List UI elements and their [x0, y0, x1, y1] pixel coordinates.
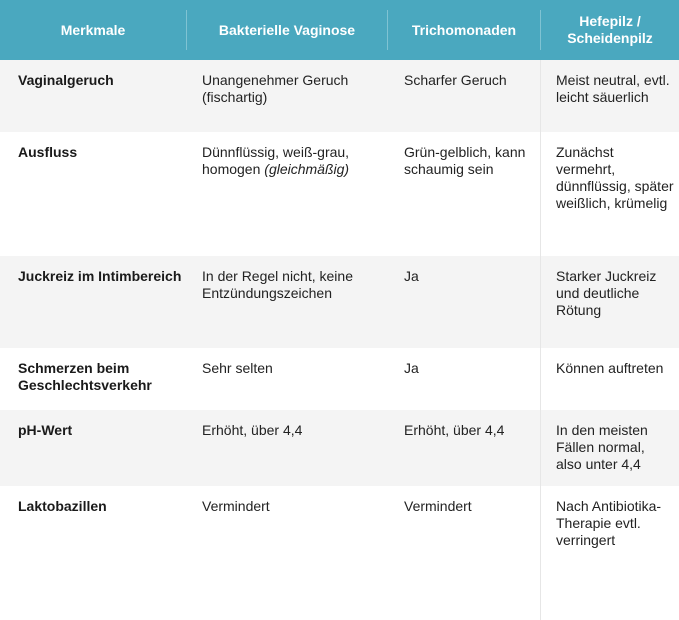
cell-hefepilz: Zunächst vermehrt, dünnflüssig, später weißlich, krümelig: [556, 144, 674, 211]
cell-hefepilz: Meist neutral, evtl. leicht säuerlich: [556, 72, 670, 105]
cell-hefepilz: Starker Juckreiz und deutliche Rötung: [556, 268, 657, 318]
cell-bakterielle-vaginose: In der Regel nicht, keine Entzündungszeichen: [202, 268, 353, 301]
cell-bakterielle-vaginose: Erhöht, über 4,4: [202, 422, 303, 438]
cell-trichomonaden: Scharfer Geruch: [404, 72, 507, 88]
cell-hefepilz: Können auftreten: [556, 360, 664, 376]
column-divider: [540, 60, 541, 620]
cell-bv-italic-note: (gleichmäßig): [264, 161, 350, 177]
table-row: [0, 410, 679, 486]
row-label: Ausfluss: [18, 144, 78, 160]
table-header: [0, 0, 679, 60]
header-hefe-label-line1: Hefepilz /: [579, 13, 641, 29]
row-label: pH-Wert: [18, 422, 73, 438]
table-row: [0, 132, 679, 256]
header-hefe-label-line2: Scheidenpilz: [567, 30, 653, 46]
header-hefepilz: [541, 0, 679, 60]
cell-bakterielle-vaginose: Sehr selten: [202, 360, 273, 376]
row-label: Vaginalgeruch: [18, 72, 114, 88]
cell-bakterielle-vaginose: Vermindert: [202, 498, 270, 514]
header-merkmale-label: Merkmale: [60, 21, 126, 38]
cell-trichomonaden: Vermindert: [404, 498, 472, 514]
table-row: [0, 348, 679, 410]
cell-bakterielle-vaginose: Unangenehmer Geruch (fischartig): [202, 72, 349, 105]
cell-trichomonaden: Grün-gelblich, kann schaumig sein: [404, 144, 526, 177]
cell-hefepilz: In den meisten Fällen normal, also unter 4,4: [556, 422, 648, 472]
header-tri-label: Trichomonaden: [411, 21, 517, 38]
cell-bakterielle-vaginose: [202, 144, 390, 178]
row-label: Laktobazillen: [18, 498, 107, 514]
header-merkmale: [0, 0, 186, 60]
table-row: [0, 60, 679, 132]
cell-trichomonaden: Ja: [404, 268, 419, 284]
header-bakterielle-vaginose: [187, 0, 387, 60]
cell-trichomonaden: Ja: [404, 360, 419, 376]
cell-hefepilz: Nach Antibiotika-Therapie evtl. verringert: [556, 498, 662, 548]
header-bv-label: Bakterielle Vaginose: [218, 21, 356, 38]
row-label: Juckreiz im Intimbereich: [18, 268, 182, 284]
cell-trichomonaden: Erhöht, über 4,4: [404, 422, 505, 438]
cell-bv-text: Dünnflüssig, weiß-grau, homogen: [202, 144, 350, 177]
row-label: Schmerzen beim Geschlechtsverkehr: [18, 360, 152, 393]
table-row: [0, 256, 679, 348]
table-row: [0, 486, 679, 620]
header-trichomonaden: [388, 0, 540, 60]
